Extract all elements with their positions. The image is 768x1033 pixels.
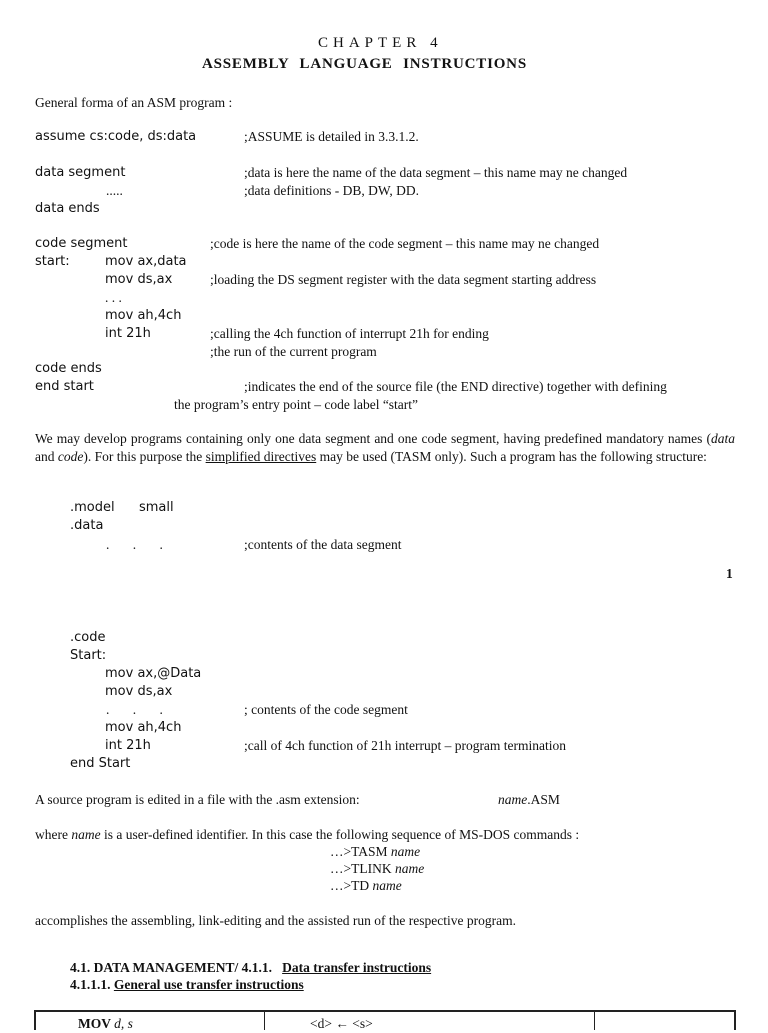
code-line: int 21h [105, 738, 151, 753]
code-line: .code [70, 630, 106, 645]
code-dots: . . . [106, 537, 173, 552]
code-comment: ;call of 4ch function of 21h interrupt – program termination [244, 738, 567, 753]
code-comment: ;contents of the data segment [244, 537, 402, 552]
code-line: .data [70, 518, 104, 533]
code-comment: ;code is here the name of the code segment – this name may ne changed [210, 236, 600, 251]
code-line: code segment [35, 236, 128, 251]
table-cell: <d> ← <s> [310, 1016, 373, 1031]
code-comment: ;data definitions - DB, DW, DD. [244, 183, 419, 198]
page-number: 1 [726, 566, 733, 581]
code-line: data ends [35, 201, 100, 216]
subsection-heading: 4.1.1.1. General use transfer instructions [70, 977, 304, 992]
code-comment: ;indicates the end of the source file (the END directive) together with defining [244, 379, 667, 394]
section-heading: 4.1. DATA MANAGEMENT/ 4.1.1. Data transfer instructions [70, 960, 432, 975]
simplified-directives-link: simplified directives [205, 448, 317, 464]
source-text: A source program is edited in a file with the .asm extension: [35, 792, 360, 807]
code-line: data segment [35, 165, 126, 180]
code-comment: ;calling the 4ch function of interrupt 21h for ending [210, 326, 489, 341]
code-line: end start [35, 379, 94, 394]
intro-text: General forma of an ASM program : [35, 95, 233, 110]
table-divider [264, 1010, 265, 1030]
code-comment: ;the run of the current program [210, 344, 377, 359]
chapter-title: ASSEMBLY LANGUAGE INSTRUCTIONS [202, 56, 527, 72]
code-comment: ; contents of the code segment [244, 702, 408, 717]
table-divider [594, 1010, 595, 1030]
code-comment: ;ASSUME is detailed in 3.3.1.2. [244, 129, 419, 144]
code-line: code ends [35, 361, 102, 376]
code-comment: ;loading the DS segment register with the data segment starting address [210, 272, 597, 287]
code-dots: ..... [106, 183, 123, 198]
simplified-paragraph: We may develop programs containing only one data segment and one code segment, having predefined mandatory names (data and code). For this purpose the simplified directives may be used (TASM only). Such a program has the following structure: [35, 431, 735, 464]
code-line: mov ds,ax [105, 272, 173, 287]
code-line: mov ds,ax [105, 684, 173, 699]
command-line: …>TASM name [330, 844, 421, 859]
code-line: small [139, 500, 174, 515]
code-dots: . . . [105, 290, 122, 305]
code-line: mov ax,data [105, 254, 187, 269]
command-line: …>TD name [330, 878, 402, 893]
transfer-table [34, 1010, 736, 1030]
accomplishes-text: accomplishes the assembling, link-editing and the assisted run of the respective program. [35, 913, 516, 928]
source-filename: name.ASM [498, 792, 560, 807]
code-line: mov ax,@Data [105, 666, 202, 681]
code-comment: ;data is here the name of the data segment – this name may ne changed [244, 165, 628, 180]
chapter-heading: CHAPTER 4 [318, 35, 443, 51]
code-label: Start: [70, 648, 107, 663]
code-line: assume cs:code, ds:data [35, 129, 197, 144]
code-line: mov ah,4ch [105, 308, 182, 323]
where-text: where name is a user-defined identifier. In this case the following sequence of MS-DOS commands : [35, 827, 580, 842]
code-line: end Start [70, 756, 131, 771]
command-line: …>TLINK name [330, 861, 425, 876]
code-dots: . . . [106, 702, 173, 717]
code-line: mov ah,4ch [105, 720, 182, 735]
code-label: start: [35, 254, 70, 269]
code-line: int 21h [105, 326, 151, 341]
table-cell: MOV d, s [78, 1016, 133, 1031]
code-comment: the program’s entry point – code label “start” [174, 397, 419, 412]
code-line: .model [70, 500, 115, 515]
